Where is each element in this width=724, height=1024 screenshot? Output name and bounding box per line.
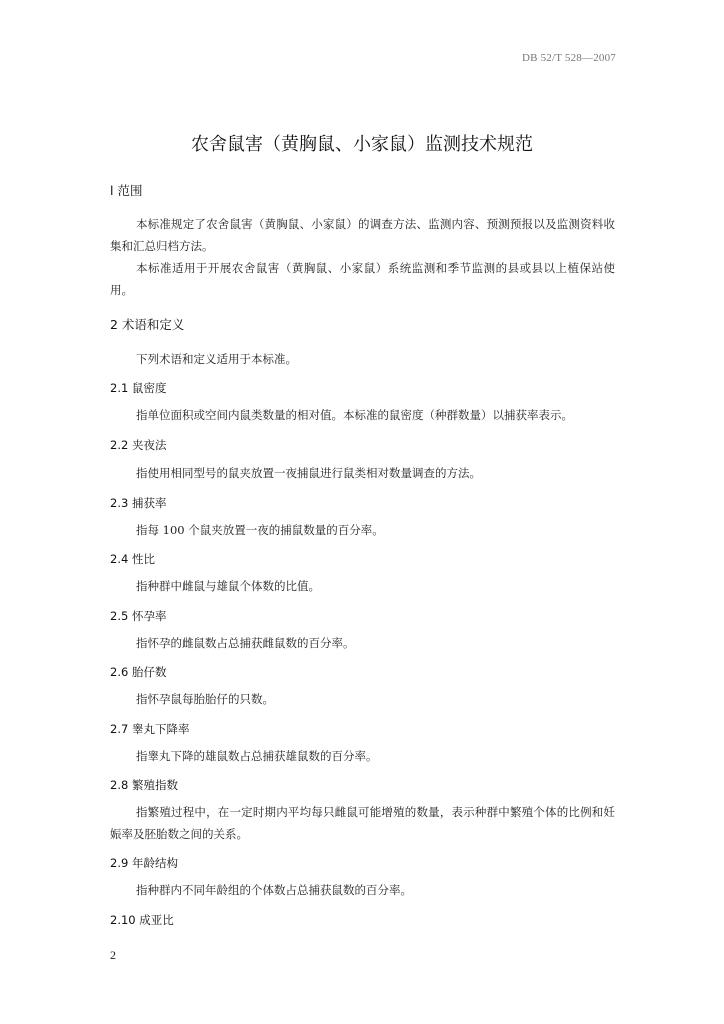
term-heading: 2.8 繁殖指数 (110, 778, 178, 792)
section-1-heading: l 范围 (110, 183, 143, 198)
term-heading: 2.9 年龄结构 (110, 856, 178, 870)
term-heading: 2.10 成亚比 (110, 913, 174, 927)
term-heading: 2.1 鼠密度 (110, 381, 167, 395)
term-heading: 2.5 怀孕率 (110, 609, 167, 623)
term-heading: 2.3 捕获率 (110, 496, 167, 510)
section-1-paragraph-2: 本标准适用于开展农舍鼠害（黄胸鼠、小家鼠）系统监测和季节监测的县或县以上植保站使用。 (110, 261, 615, 297)
term-definition: 指每 100 个鼠夹放置一夜的捕鼠数量的百分率。 (136, 523, 384, 537)
term-definition: 指使用相同型号的鼠夹放置一夜捕鼠进行鼠类相对数量调查的方法。 (136, 466, 481, 480)
term-definition: 指怀孕的雌鼠数占总捕获雌鼠数的百分率。 (136, 636, 355, 650)
section-1-paragraph-1: 本标准规定了农舍鼠害（黄胸鼠、小家鼠）的调查方法、监测内容、预测预报以及监测资料收集和汇总归档方法。 (110, 217, 615, 253)
term-definition: 指种群中雌鼠与雄鼠个体数的比值。 (136, 579, 320, 593)
term-definition: 指单位面积或空间内鼠类数量的相对值。本标准的鼠密度（种群数量）以捕获率表示。 (136, 408, 573, 422)
document-title: 农舍鼠害（黄胸鼠、小家鼠）监测技术规范 (191, 134, 533, 155)
term-heading: 2.2 夹夜法 (110, 438, 167, 452)
section-2-intro: 下列术语和定义适用于本标准。 (136, 352, 297, 366)
term-definition: 指繁殖过程中，在一定时期内平均每只雌鼠可能增殖的数量，表示种群中繁殖个体的比例和妊娠率及胚胎数之间的关系。 (110, 805, 615, 841)
term-definition: 指怀孕鼠每胎胎仔的只数。 (136, 692, 274, 706)
term-heading: 2.6 胎仔数 (110, 665, 167, 679)
standard-code: DB 52/T 528—2007 (521, 52, 616, 64)
term-definition: 指睾丸下降的雄鼠数占总捕获雄鼠数的百分率。 (136, 749, 378, 763)
page-number: 2 (110, 948, 116, 962)
term-definition: 指种群内不同年龄组的个体数占总捕获鼠数的百分率。 (136, 883, 412, 897)
term-heading: 2.7 睾丸下降率 (110, 722, 190, 736)
term-heading: 2.4 性比 (110, 552, 155, 566)
section-2-heading: 2 术语和定义 (110, 317, 185, 332)
